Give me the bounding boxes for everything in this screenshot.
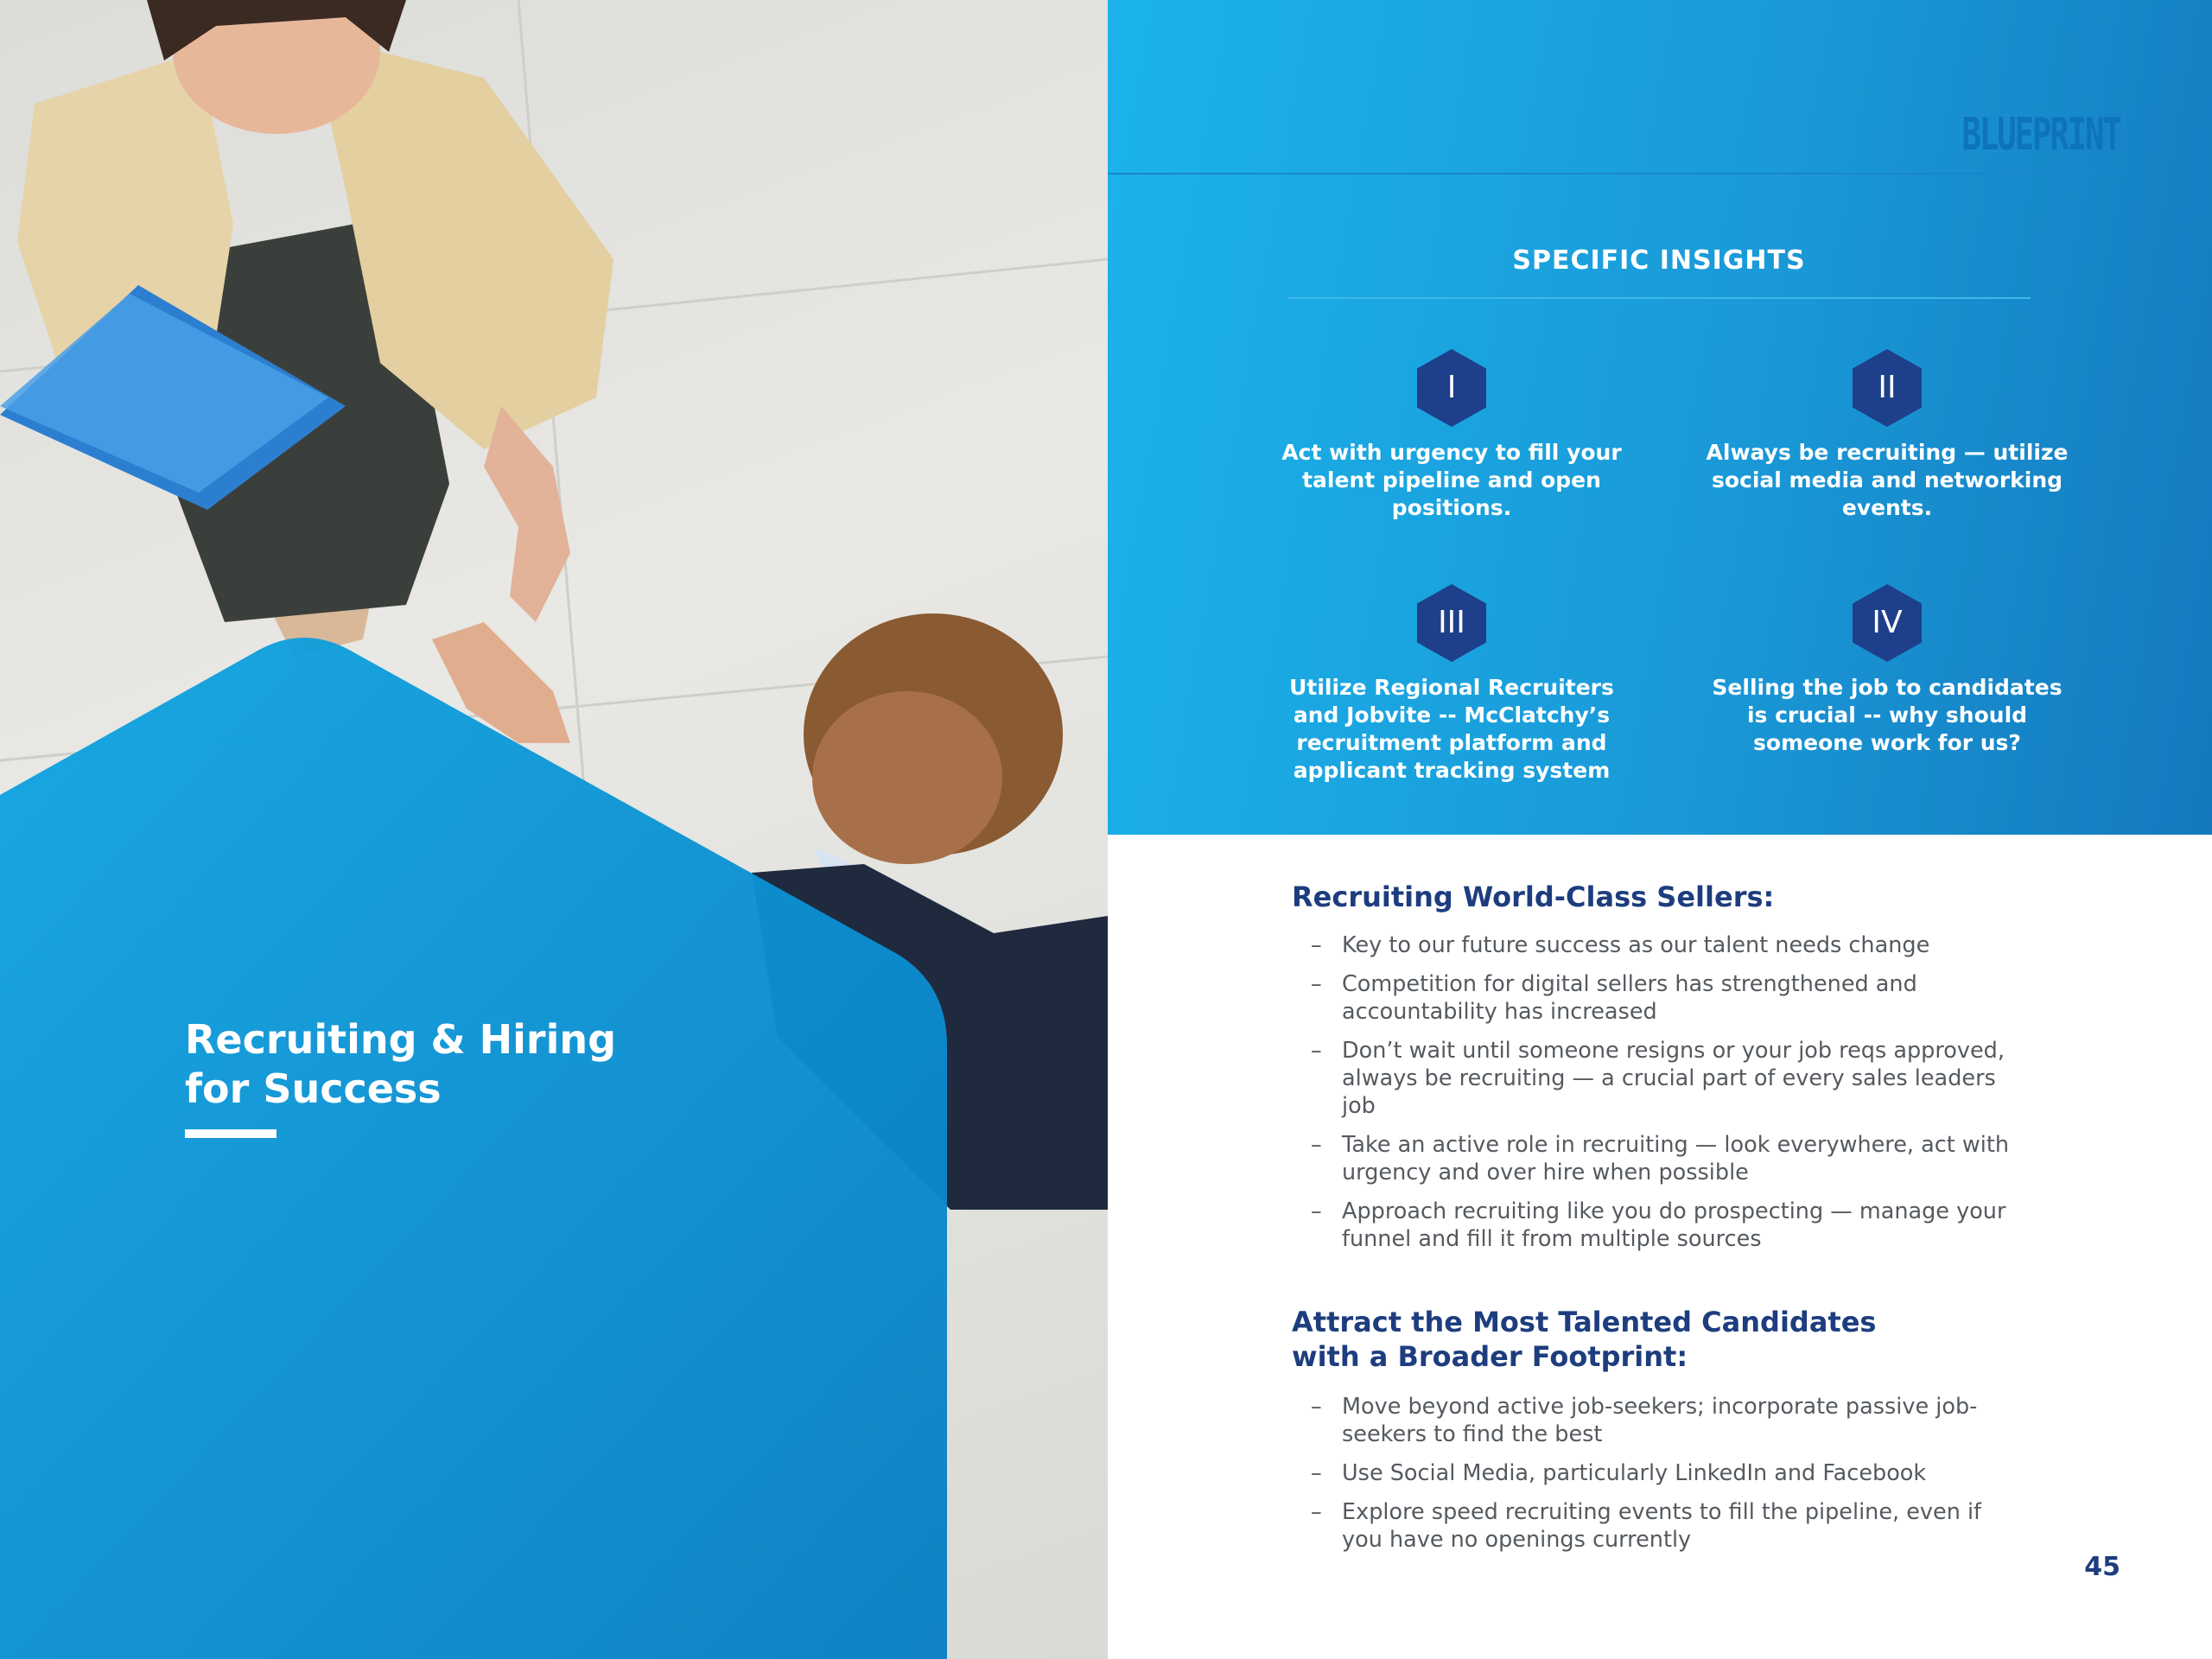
section-title (185, 1015, 703, 1114)
bullet-list (1292, 1393, 2026, 1554)
list-item-text: Explore speed recruiting events to fill the pipeline, even if you have no openings currently (1342, 1499, 1982, 1553)
insight-text: Always be recruiting — utilize social media and networking events. (1706, 440, 2069, 520)
list-item (1292, 970, 2026, 1026)
insight-item-4 (1706, 584, 2069, 757)
dash-bullet-icon: – (1311, 1499, 1322, 1525)
dash-bullet-icon: – (1311, 971, 1322, 997)
insight-numeral: II (1878, 370, 1897, 405)
list-item-text: Key to our future success as our talent needs change (1342, 932, 1930, 958)
insights-panel (1108, 0, 2212, 835)
list-item (1292, 1037, 2026, 1120)
bullet-list (1292, 931, 2026, 1253)
section-heading-line-2: with a Broader Footprint: (1292, 1340, 1688, 1373)
dash-bullet-icon: – (1311, 1038, 1322, 1064)
insight-numeral: IV (1872, 605, 1903, 640)
insight-item-1 (1270, 349, 1633, 522)
section-title-line-1: Recruiting & Hiring (185, 1016, 617, 1063)
list-item (1292, 1459, 2026, 1487)
insight-numeral: I (1446, 370, 1457, 405)
section-title-line-2: for Success (185, 1065, 442, 1112)
insight-item-2 (1706, 349, 2069, 522)
insight-item-3 (1270, 584, 1633, 785)
insight-numeral: III (1438, 605, 1465, 640)
list-item (1292, 1198, 2026, 1253)
page-number: 45 (2084, 1552, 2120, 1582)
section-heading (1292, 1305, 2026, 1374)
list-item-text: Don’t wait until someone resigns or your job reqs approved, always be recruiting — a crucial part of every sales leaders job (1342, 1038, 2005, 1119)
insight-text: Utilize Regional Recruiters and Jobvite -- McClatchy’s recruitment platform and applicant tracking system (1289, 675, 1614, 783)
insight-text: Selling the job to candidates is crucial -- why should someone work for us? (1712, 675, 2063, 755)
dash-bullet-icon: – (1311, 1198, 1322, 1224)
blueprint-logo: BLUEPRINT (1961, 109, 2120, 161)
list-item-text: Competition for digital sellers has strengthened and accountability has increased (1342, 971, 1917, 1025)
list-item-text: Approach recruiting like you do prospecting — manage your funnel and fill it from multiple sources (1342, 1198, 2006, 1252)
dash-bullet-icon: – (1311, 932, 1322, 958)
header-divider (1108, 173, 2120, 175)
list-item (1292, 1498, 2026, 1554)
list-item-text: Move beyond active job-seekers; incorporate passive job-seekers to find the best (1342, 1394, 1978, 1447)
list-item-text: Take an active role in recruiting — look everywhere, act with urgency and over hire when possible (1342, 1132, 2009, 1185)
list-item-text: Use Social Media, particularly LinkedIn and Facebook (1342, 1460, 1927, 1486)
insights-divider (1287, 297, 2031, 299)
dash-bullet-icon: – (1311, 1394, 1322, 1420)
list-item (1292, 1131, 2026, 1186)
list-item (1292, 931, 2026, 959)
attract-candidates-section (1292, 1305, 2026, 1565)
insight-text: Act with urgency to fill your talent pipeline and open positions. (1281, 440, 1622, 520)
section-heading: Recruiting World-Class Sellers: (1292, 880, 1775, 913)
insights-heading: SPECIFIC INSIGHTS (1512, 245, 1806, 276)
dash-bullet-icon: – (1311, 1460, 1322, 1486)
list-item (1292, 1393, 2026, 1448)
section-heading-line-1: Attract the Most Talented Candidates (1292, 1306, 1877, 1338)
recruiting-sellers-section (1292, 880, 2026, 1264)
dash-bullet-icon: – (1311, 1132, 1322, 1158)
title-underline (185, 1129, 276, 1138)
